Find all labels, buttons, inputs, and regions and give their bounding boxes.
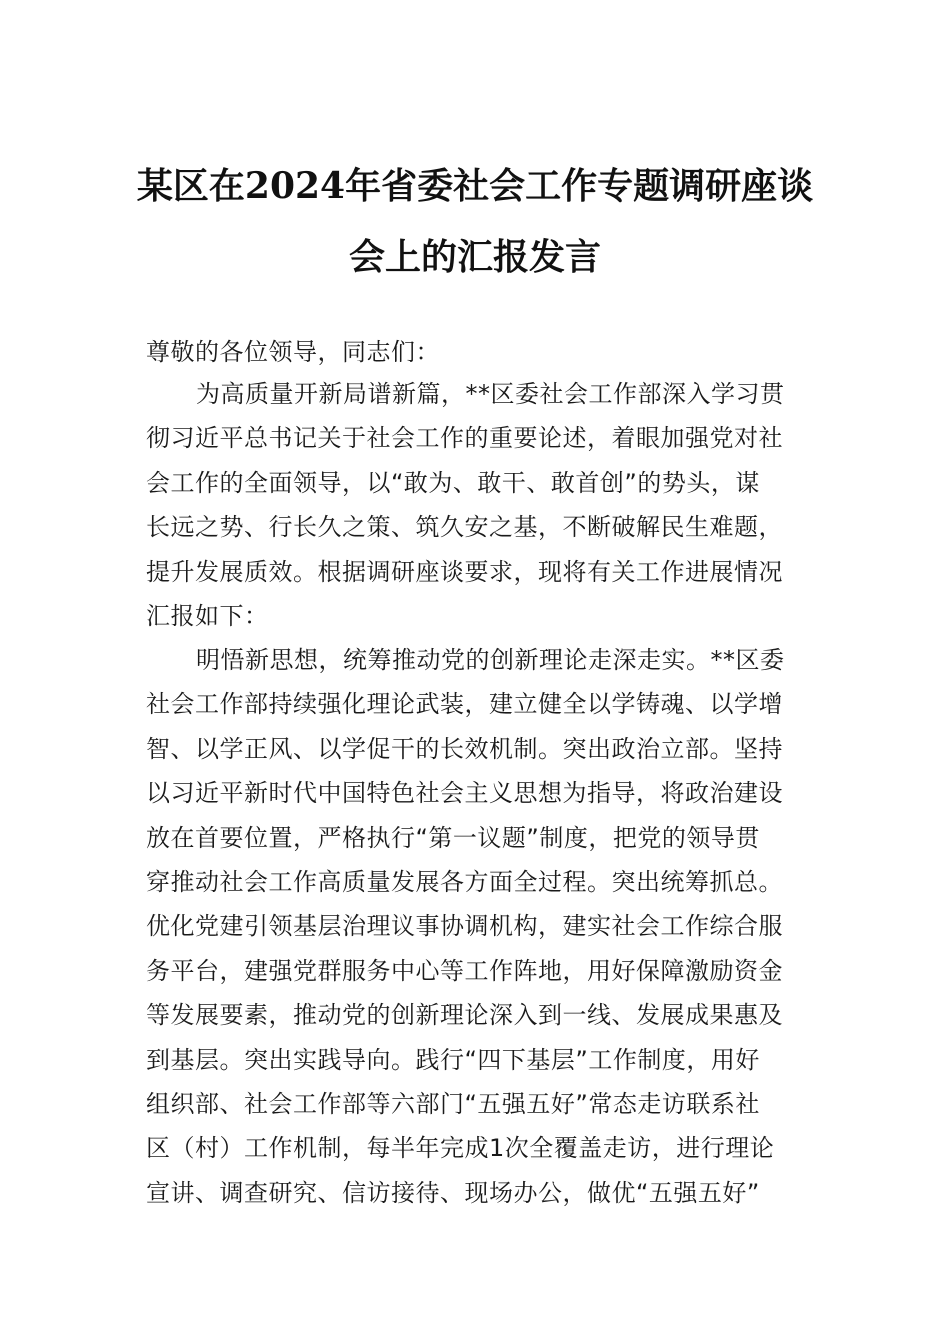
paragraph-line: 穿推动社会工作高质量发展各方面全过程。突出统筹抓总。 bbox=[146, 867, 783, 896]
paragraph-line: 汇报如下： bbox=[146, 601, 269, 630]
paragraph-line: 到基层。突出实践导向。践行“四下基层”工作制度，用好 bbox=[146, 1045, 760, 1074]
paragraph-line: 放在首要位置，严格执行“第一议题”制度，把党的领导贯 bbox=[146, 823, 760, 852]
paragraph-line: 会工作的全面领导，以“敢为、敢干、敢首创”的势头，谋 bbox=[146, 468, 760, 497]
paragraph-line: 彻习近平总书记关于社会工作的重要论述，着眼加强党对社 bbox=[146, 424, 783, 453]
paragraph-line: 长远之势、行长久之策、筑久安之基，不断破解民生难题， bbox=[146, 513, 783, 542]
paragraph-2 bbox=[146, 638, 810, 1215]
document-title-line-2: 会上的汇报发言 bbox=[348, 236, 601, 278]
paragraph-line: 明悟新思想，统筹推动党的创新理论走深走实。**区委 bbox=[196, 646, 785, 674]
paragraph-line: 区（村）工作机制，每半年完成1次全覆盖走访，进行理论 bbox=[146, 1134, 775, 1163]
paragraph-1 bbox=[146, 372, 810, 638]
paragraph-line: 务平台，建强党群服务中心等工作阵地，用好保障激励资金 bbox=[146, 956, 783, 985]
paragraph-line: 社会工作部持续强化理论武装，建立健全以学铸魂、以学增 bbox=[146, 690, 783, 719]
salutation: 尊敬的各位领导，同志们： bbox=[146, 338, 440, 366]
paragraph-line: 以习近平新时代中国特色社会主义思想为指导，将政治建设 bbox=[146, 779, 783, 808]
paragraph-line: 优化党建引领基层治理议事协调机构，建实社会工作综合服 bbox=[146, 912, 783, 941]
paragraph-line: 宣讲、调查研究、信访接待、现场办公，做优“五强五好” bbox=[146, 1178, 760, 1207]
paragraph-line: 为高质量开新局谱新篇，**区委社会工作部深入学习贯 bbox=[196, 380, 785, 408]
paragraph-line: 提升发展质效。根据调研座谈要求，现将有关工作进展情况 bbox=[146, 557, 783, 586]
paragraph-line: 等发展要素，推动党的创新理论深入到一线、发展成果惠及 bbox=[146, 1001, 783, 1030]
paragraph-line: 智、以学正风、以学促干的长效机制。突出政治立部。坚持 bbox=[146, 734, 783, 763]
document-title-line-1: 某区在2024年省委社会工作专题调研座谈 bbox=[136, 165, 814, 207]
paragraph-line: 组织部、社会工作部等六部门“五强五好”常态走访联系社 bbox=[146, 1089, 760, 1118]
